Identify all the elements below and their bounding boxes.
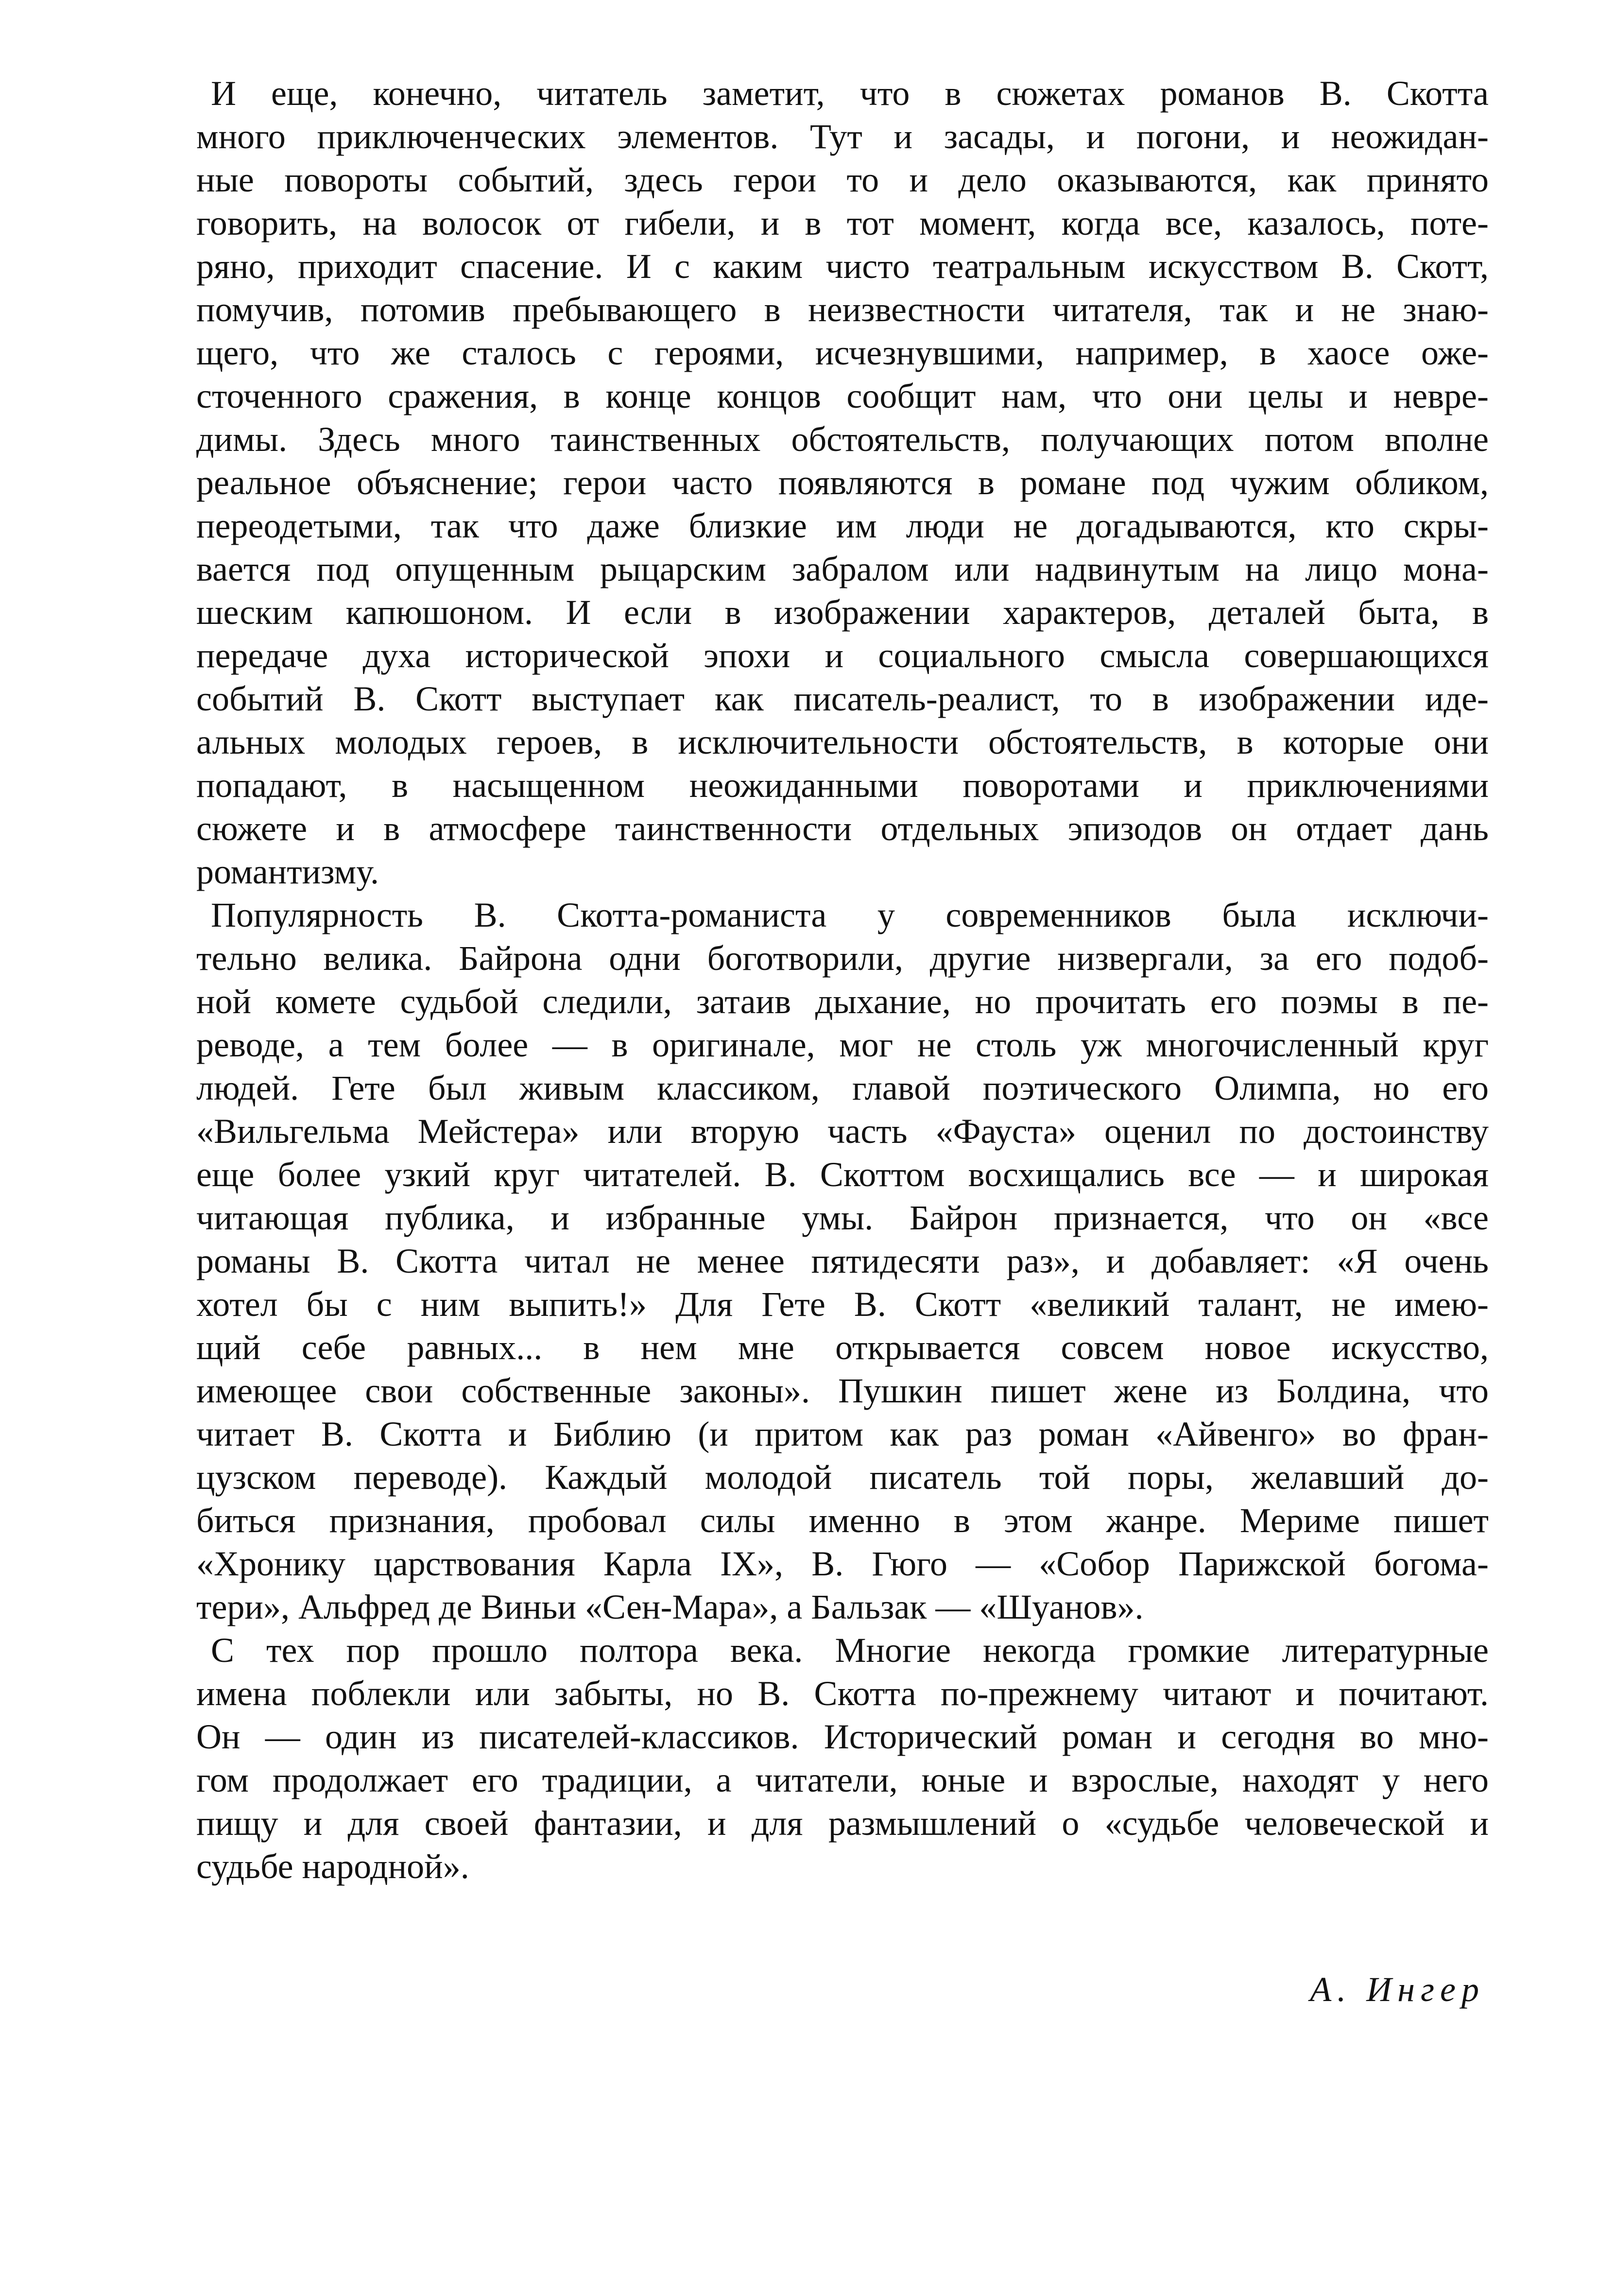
text-line: ной комете судьбой следили, затаив дыхание, но прочитать его поэмы в пе- — [196, 982, 1489, 1021]
text-line: биться признания, пробовал силы именно в этом жанре. Мериме пишет — [196, 1501, 1489, 1540]
text-line: С тех пор прошло полтора века. Многие некогда громкие литературные — [211, 1631, 1489, 1670]
text-line: пищу и для своей фантазии, и для размышлений о «судьбе человеческой и — [196, 1804, 1489, 1843]
paragraph-3 — [196, 1629, 1489, 1888]
text-line: реальное объяснение; герои часто появляются в романе под чужим обликом, — [196, 463, 1489, 502]
text-line: гом продолжает его традиции, а читатели, юные и взрослые, находят у него — [196, 1761, 1489, 1799]
text-line: людей. Гете был живым классиком, главой поэтического Олимпа, но его — [196, 1069, 1489, 1107]
paragraph-1 — [196, 72, 1489, 894]
text-line: попадают, в насыщенном неожиданными поворотами и приключениями — [196, 766, 1489, 805]
text-line: говорить, на волосок от гибели, и в тот момент, когда все, казалось, поте- — [196, 204, 1489, 242]
text-line: димы. Здесь много таинственных обстоятельств, получающих потом вполне — [196, 420, 1489, 459]
text-line: романтизму. — [196, 852, 379, 891]
text-line: Популярность В. Скотта-романиста у современников была исключи- — [211, 896, 1489, 934]
text-line: альных молодых героев, в исключительности обстоятельств, в которые они — [196, 723, 1489, 761]
text-line: «Хронику царствования Карла IX», В. Гюго — «Собор Парижской богома- — [196, 1544, 1489, 1583]
text-line: событий В. Скотт выступает как писатель-реалист, то в изображении иде- — [196, 679, 1489, 718]
text-line: помучив, потомив пребывающего в неизвестности читателя, так и не знаю- — [196, 290, 1489, 329]
text-line: еще более узкий круг читателей. В. Скоттом восхищались все — и широкая — [196, 1155, 1489, 1194]
paragraph-2 — [196, 894, 1489, 1629]
text-line: передаче духа исторической эпохи и социального смысла совершающихся — [196, 636, 1489, 675]
text-line: тельно велика. Байрона одни боготворили, другие низвергали, за его подоб- — [196, 939, 1489, 978]
text-line: «Вильгельма Мейстера» или вторую часть «Фауста» оценил по достоинству — [196, 1112, 1489, 1151]
text-line: имеющее свои собственные законы». Пушкин пишет жене из Болдина, что — [196, 1371, 1489, 1410]
text-line: реводе, а тем более — в оригинале, мог не столь уж многочисленный круг — [196, 1025, 1489, 1064]
text-line: имена поблекли или забыты, но В. Скотта по-прежнему читают и почитают. — [196, 1674, 1489, 1713]
text-line: сюжете и в атмосфере таинственности отдельных эпизодов он отдает дань — [196, 809, 1489, 848]
text-line: шеским капюшоном. И если в изображении характеров, деталей быта, в — [196, 593, 1489, 632]
text-line: переодетыми, так что даже близкие им люди не догадываются, кто скры- — [196, 506, 1489, 545]
text-line: Он — один из писателей-классиков. Исторический роман и сегодня во мно- — [196, 1717, 1489, 1756]
text-line: ряно, приходит спасение. И с каким чисто театральным искусством В. Скотт, — [196, 247, 1489, 286]
author-signature: А. Ингер — [1310, 1970, 1485, 2009]
text-line: хотел бы с ним выпить!» Для Гете В. Скотт «великий талант, не имею- — [196, 1285, 1489, 1324]
text-line: читающая публика, и избранные умы. Байрон признается, что он «все — [196, 1198, 1489, 1237]
text-line: И еще, конечно, читатель заметит, что в сюжетах романов В. Скотта — [211, 74, 1489, 113]
text-line: щий себе равных... в нем мне открывается совсем новое искусство, — [196, 1328, 1489, 1367]
text-line: щего, что же сталось с героями, исчезнувшими, например, в хаосе оже- — [196, 333, 1489, 372]
text-line: читает В. Скотта и Библию (и притом как раз роман «Айвенго» во фран- — [196, 1415, 1489, 1453]
text-line: судьбе народной». — [196, 1847, 469, 1886]
body-text — [196, 72, 1489, 1888]
text-line: романы В. Скотта читал не менее пятидесяти раз», и добавляет: «Я очень — [196, 1242, 1489, 1280]
text-line: много приключенческих элементов. Тут и засады, и погони, и неожидан- — [196, 117, 1489, 156]
text-line: сточенного сражения, в конце концов сообщит нам, что они целы и невре- — [196, 377, 1489, 415]
text-line: тери», Альфред де Виньи «Сен-Мара», а Бальзак — «Шуанов». — [196, 1588, 1144, 1626]
text-line: ные повороты событий, здесь герои то и дело оказываются, как принято — [196, 160, 1489, 199]
text-line: вается под опущенным рыцарским забралом или надвинутым на лицо мона- — [196, 550, 1489, 588]
text-line: цузском переводе). Каждый молодой писатель той поры, желавший до- — [196, 1458, 1489, 1497]
